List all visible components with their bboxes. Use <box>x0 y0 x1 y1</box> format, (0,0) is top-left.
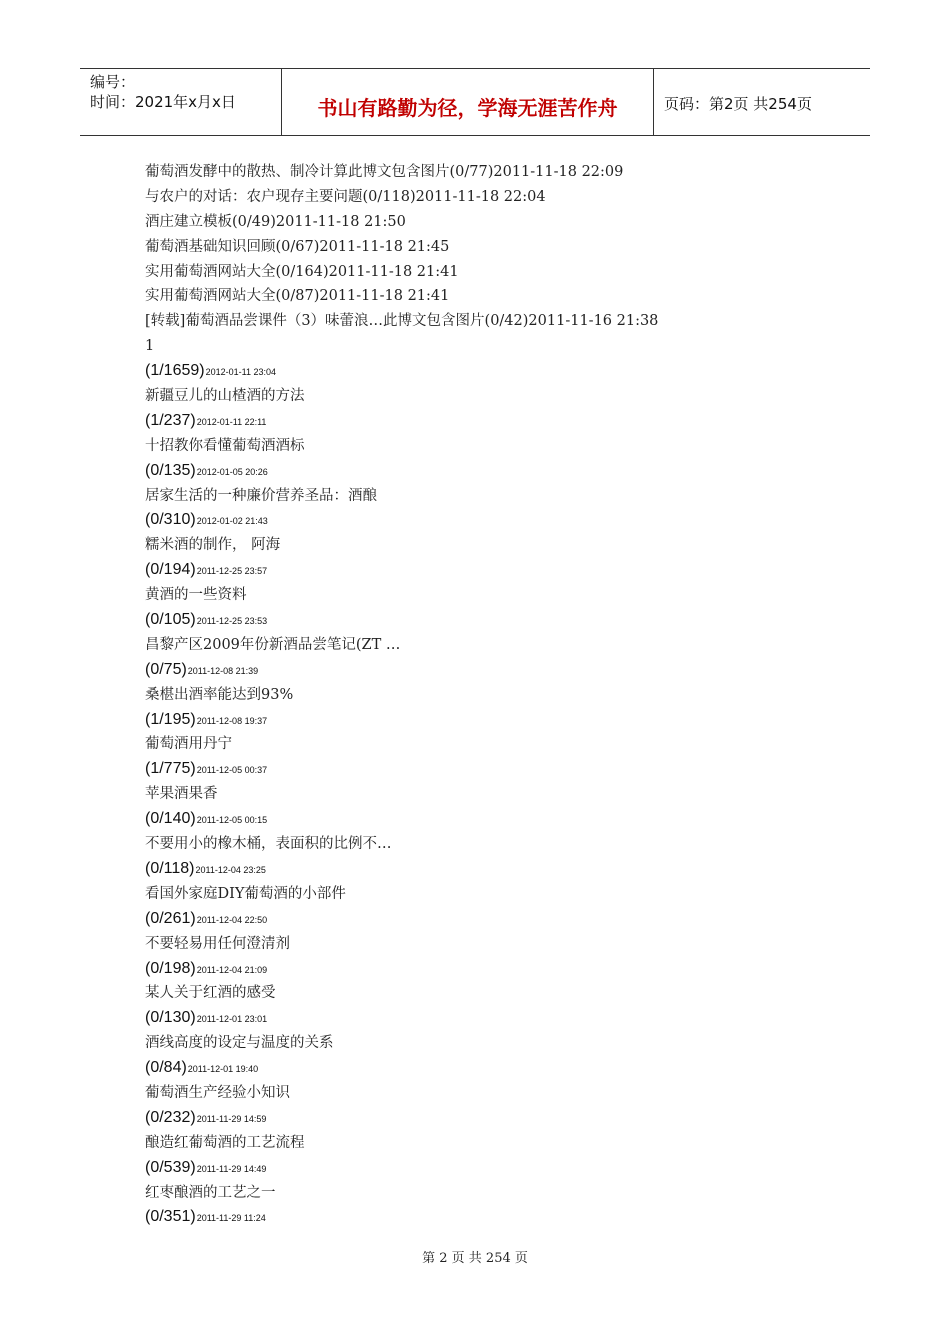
post-title[interactable]: 葡萄酒生产经验小知识 <box>145 1084 290 1101</box>
intro-line: 酒庄建立模板(0/49)2011-11-18 21:50 <box>145 213 406 230</box>
post-title[interactable]: 桑椹出酒率能达到93% <box>145 686 294 703</box>
post-comment-view-count: (1/775) <box>145 760 196 778</box>
post-comment-view-count: (0/539) <box>145 1158 196 1176</box>
post-stat-line <box>145 508 785 533</box>
post-comment-view-count: (0/130) <box>145 1009 196 1027</box>
post-stat-line <box>145 1006 785 1031</box>
post-stat-line <box>145 409 785 434</box>
intro-line: 实用葡萄酒网站大全(0/87)2011-11-18 21:41 <box>145 288 450 305</box>
post-stat-line <box>145 708 785 733</box>
post-comment-view-count: (0/310) <box>145 511 196 529</box>
post-stat-line <box>145 807 785 832</box>
intro-line: 葡萄酒发酵中的散热、制冷计算此博文包含图片(0/77)2011-11-18 22:09 <box>145 164 624 180</box>
post-comment-view-count: (0/194) <box>145 561 196 579</box>
post-comment-view-count: (0/135) <box>145 461 196 479</box>
post-title[interactable]: 看国外家庭DIY葡萄酒的小部件 <box>145 885 346 902</box>
post-title[interactable]: 酿造红葡萄酒的工艺流程 <box>145 1134 305 1151</box>
post-stat-line <box>145 857 785 882</box>
post-date: 2011-12-25 23:57 <box>196 566 268 577</box>
post-stat-line <box>145 1106 785 1131</box>
post-date: 2011-12-04 23:25 <box>195 864 266 875</box>
post-date: 2011-12-05 00:15 <box>196 815 268 826</box>
header-page-number: 页码：第2页 共254页 <box>664 95 812 113</box>
post-date: 2011-11-29 14:59 <box>196 1113 267 1124</box>
post-title[interactable]: 苹果酒果香 <box>145 786 218 803</box>
post-comment-view-count: (0/232) <box>145 1108 196 1126</box>
post-comment-view-count: (0/84) <box>145 1059 187 1077</box>
post-comment-view-count: (1/1659) <box>145 362 205 380</box>
post-title[interactable]: 酒线高度的设定与温度的关系 <box>145 1035 334 1052</box>
post-stat-line <box>145 658 785 683</box>
post-date: 2011-12-01 23:01 <box>196 1014 268 1025</box>
post-comment-view-count: (1/195) <box>145 710 196 728</box>
post-comment-view-count: (0/118) <box>145 859 195 877</box>
post-date: 2011-12-01 19:40 <box>187 1064 259 1075</box>
post-title[interactable]: 昌黎产区2009年份新酒品尝笔记(ZT … <box>145 636 401 653</box>
post-title[interactable]: 糯米酒的制作， 阿海 <box>145 537 281 554</box>
intro-line: 实用葡萄酒网站大全(0/164)2011-11-18 21:41 <box>145 263 459 280</box>
blog-post-list <box>145 160 785 1230</box>
post-comment-view-count: (1/237) <box>145 411 196 429</box>
post-date: 2011-11-29 11:24 <box>196 1213 266 1224</box>
post-comment-view-count: (0/261) <box>145 909 196 927</box>
post-date: 2011-11-29 14:49 <box>196 1163 267 1174</box>
intro-line: 1 <box>145 338 155 355</box>
post-stat-line <box>145 957 785 982</box>
intro-line: 与农户的对话：农户现存主要问题(0/118)2011-11-18 22:04 <box>145 188 546 205</box>
post-entries <box>145 359 785 1230</box>
page-header <box>80 68 870 136</box>
header-page-cell <box>654 69 870 135</box>
post-title[interactable]: 不要用小的橡木桶，表面积的比例不… <box>145 836 392 853</box>
post-date: 2011-12-05 00:37 <box>196 765 268 776</box>
post-date: 2011-12-25 23:53 <box>196 616 268 627</box>
document-number-label: 编号： <box>90 73 136 91</box>
post-comment-view-count: (0/198) <box>145 959 196 977</box>
header-motto: 书山有路勤为径，学海无涯苦作舟 <box>317 96 618 120</box>
post-stat-line <box>145 1205 785 1230</box>
post-date: 2012-01-11 23:04 <box>205 367 276 378</box>
post-title[interactable]: 不要轻易用任何澄清剂 <box>145 935 290 952</box>
page-footer: 第 2 页 共 254 页 <box>422 1251 528 1266</box>
post-stat-line <box>145 558 785 583</box>
post-stat-line <box>145 757 785 782</box>
post-date: 2011-12-04 21:09 <box>196 964 268 975</box>
post-comment-view-count: (0/351) <box>145 1208 196 1226</box>
post-stat-line <box>145 907 785 932</box>
post-date: 2011-12-08 19:37 <box>196 715 268 726</box>
post-date: 2011-12-04 22:50 <box>196 914 268 925</box>
post-title[interactable]: 黄酒的一些资料 <box>145 587 247 604</box>
post-title[interactable]: 某人关于红酒的感受 <box>145 985 276 1002</box>
post-stat-line <box>145 608 785 633</box>
intro-line: [转载]葡萄酒品尝课件（3）味蕾浪…此博文包含图片(0/42)2011-11-16 21:38 <box>145 313 659 330</box>
post-stat-line <box>145 1156 785 1181</box>
header-meta-cell <box>80 69 282 135</box>
post-stat-line <box>145 459 785 484</box>
post-title[interactable]: 葡萄酒用丹宁 <box>145 736 232 753</box>
post-comment-view-count: (0/105) <box>145 611 196 629</box>
post-title[interactable]: 红枣酿酒的工艺之一 <box>145 1184 276 1201</box>
post-date: 2012-01-02 21:43 <box>196 516 268 527</box>
post-stat-line <box>145 1056 785 1081</box>
post-date: 2012-01-05 20:26 <box>196 466 268 477</box>
post-stat-line <box>145 359 785 384</box>
post-date: 2011-12-08 21:39 <box>187 665 259 676</box>
post-comment-view-count: (0/75) <box>145 660 187 678</box>
header-motto-cell <box>282 69 654 135</box>
intro-line: 葡萄酒基础知识回顾(0/67)2011-11-18 21:45 <box>145 238 450 255</box>
post-title[interactable]: 新疆豆儿的山楂酒的方法 <box>145 388 305 405</box>
post-title[interactable]: 十招教你看懂葡萄酒酒标 <box>145 437 305 454</box>
post-title[interactable]: 居家生活的一种廉价营养圣品：酒酿 <box>145 487 377 504</box>
post-comment-view-count: (0/140) <box>145 810 196 828</box>
document-time-label: 时间：2021年x月x日 <box>90 93 236 111</box>
post-date: 2012-01-11 22:11 <box>196 416 267 427</box>
